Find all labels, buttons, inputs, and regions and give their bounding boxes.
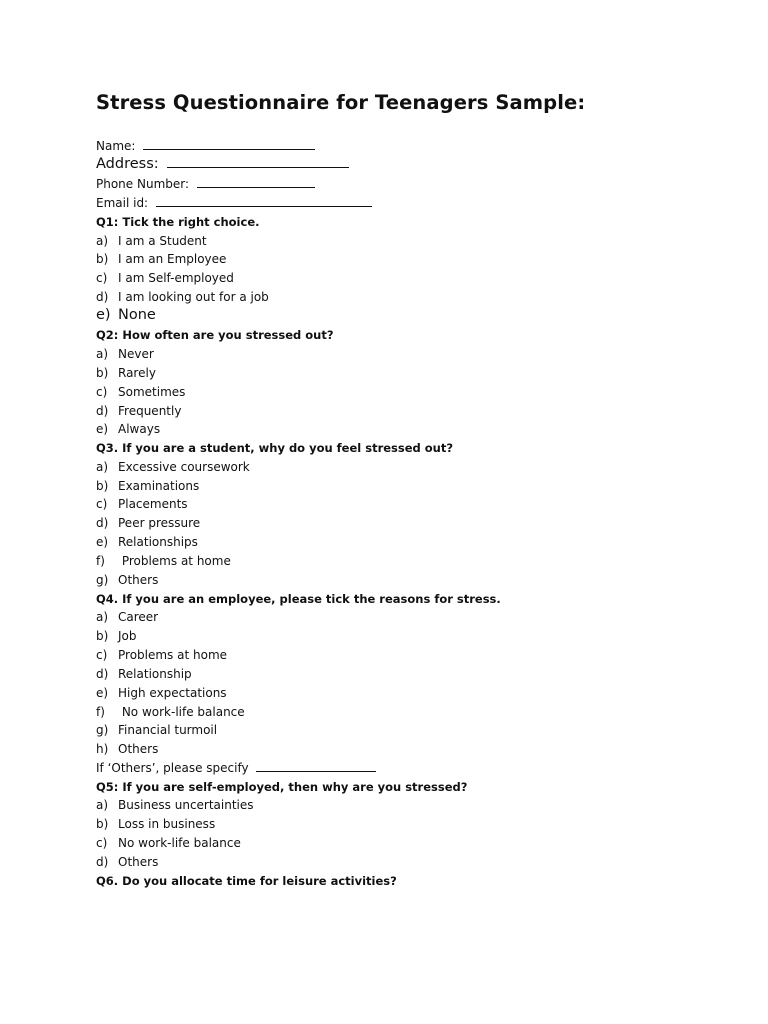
option-text: Problems at home (118, 554, 231, 568)
option-text: Others (118, 573, 159, 587)
option-text: Frequently (118, 404, 182, 418)
option-letter: e) (96, 307, 111, 323)
option-text: Always (118, 422, 161, 436)
q4-option-b[interactable] (96, 628, 137, 644)
option-text: Career (118, 610, 159, 624)
option-letter: a) (96, 460, 109, 474)
q2-option-b[interactable] (96, 365, 156, 381)
phone-field[interactable] (197, 186, 315, 188)
q5-option-c[interactable] (96, 835, 241, 851)
others-prompt: If ‘Others’, please specify (96, 761, 249, 775)
q4-option-d[interactable] (96, 666, 192, 682)
address-label: Address: (96, 156, 159, 172)
option-letter: e) (96, 535, 109, 549)
option-text: I am looking out for a job (118, 290, 269, 304)
email-field-row (96, 195, 372, 211)
option-text: Others (118, 742, 159, 756)
option-text: Business uncertainties (118, 798, 254, 812)
q5-option-b[interactable] (96, 816, 215, 832)
option-letter: e) (96, 686, 109, 700)
option-letter: f) (96, 705, 105, 719)
q3-option-g[interactable] (96, 572, 158, 588)
option-letter: c) (96, 497, 108, 511)
name-field-row (96, 138, 315, 154)
q1-question: Q1: Tick the right choice. (96, 215, 260, 229)
option-text: High expectations (118, 686, 227, 700)
q4-option-f[interactable] (96, 704, 245, 720)
option-text: Relationship (118, 667, 192, 681)
option-text: Sometimes (118, 385, 186, 399)
option-letter: b) (96, 479, 109, 493)
option-text: None (118, 307, 156, 323)
q3-option-a[interactable] (96, 459, 250, 475)
address-field-row (96, 155, 349, 173)
option-letter: a) (96, 234, 109, 248)
q5-option-a[interactable] (96, 797, 254, 813)
option-letter: f) (96, 554, 105, 568)
option-letter: h) (96, 742, 109, 756)
others-specify-field[interactable] (256, 770, 376, 772)
option-text: I am an Employee (118, 252, 227, 266)
phone-label: Phone Number: (96, 177, 190, 191)
option-text: Rarely (118, 366, 156, 380)
option-letter: b) (96, 252, 109, 266)
option-letter: b) (96, 366, 109, 380)
option-letter: d) (96, 404, 109, 418)
option-text: Loss in business (118, 817, 216, 831)
q4-option-c[interactable] (96, 647, 227, 663)
option-letter: b) (96, 629, 109, 643)
q1-option-c[interactable] (96, 270, 234, 286)
q4-others-row (96, 760, 376, 776)
option-letter: d) (96, 516, 109, 530)
option-letter: g) (96, 723, 109, 737)
option-letter: c) (96, 385, 108, 399)
q4-option-h[interactable] (96, 741, 158, 757)
q4-option-a[interactable] (96, 609, 158, 625)
q5-option-d[interactable] (96, 854, 158, 870)
option-letter: d) (96, 667, 109, 681)
q1-option-b[interactable] (96, 251, 226, 267)
q3-option-d[interactable] (96, 515, 200, 531)
q2-option-a[interactable] (96, 346, 154, 362)
option-letter: d) (96, 855, 109, 869)
page-title: Stress Questionnaire for Teenagers Sample: (96, 91, 586, 114)
q4-question: Q4. If you are an employee, please tick the reasons for stress. (96, 592, 501, 606)
q6-question: Q6. Do you allocate time for leisure activities? (96, 874, 397, 888)
option-text: Financial turmoil (118, 723, 218, 737)
option-letter: c) (96, 648, 108, 662)
q3-question: Q3. If you are a student, why do you feel stressed out? (96, 441, 454, 455)
option-letter: c) (96, 271, 108, 285)
option-text: Relationships (118, 535, 198, 549)
q3-option-e[interactable] (96, 534, 198, 550)
q4-option-e[interactable] (96, 685, 227, 701)
option-text: Job (118, 629, 137, 643)
option-text: Placements (118, 497, 188, 511)
q3-option-f[interactable] (96, 553, 231, 569)
q1-option-d[interactable] (96, 289, 269, 305)
option-letter: a) (96, 347, 109, 361)
q1-option-e[interactable] (96, 306, 156, 324)
option-text: Peer pressure (118, 516, 201, 530)
option-letter: g) (96, 573, 109, 587)
option-text: Others (118, 855, 159, 869)
option-text: I am Self-employed (118, 271, 234, 285)
option-text: Never (118, 347, 154, 361)
name-label: Name: (96, 139, 136, 153)
option-text: I am a Student (118, 234, 207, 248)
q1-option-a[interactable] (96, 233, 207, 249)
email-field[interactable] (156, 205, 372, 207)
q2-option-d[interactable] (96, 403, 181, 419)
email-label: Email id: (96, 196, 149, 210)
option-text: Excessive coursework (118, 460, 250, 474)
q3-option-c[interactable] (96, 496, 188, 512)
option-text: Examinations (118, 479, 200, 493)
option-text: Problems at home (118, 648, 228, 662)
option-text: No work-life balance (118, 705, 245, 719)
option-text: No work-life balance (118, 836, 241, 850)
q2-option-c[interactable] (96, 384, 185, 400)
option-letter: e) (96, 422, 109, 436)
q2-option-e[interactable] (96, 421, 160, 437)
phone-field-row (96, 176, 315, 192)
address-field[interactable] (167, 166, 349, 168)
option-letter: b) (96, 817, 109, 831)
q3-option-b[interactable] (96, 478, 199, 494)
q2-question: Q2: How often are you stressed out? (96, 328, 334, 342)
option-letter: a) (96, 798, 109, 812)
name-field[interactable] (143, 148, 315, 150)
option-letter: a) (96, 610, 109, 624)
option-letter: d) (96, 290, 109, 304)
q4-option-g[interactable] (96, 722, 217, 738)
q5-question: Q5: If you are self-employed, then why are you stressed? (96, 780, 468, 794)
option-letter: c) (96, 836, 108, 850)
